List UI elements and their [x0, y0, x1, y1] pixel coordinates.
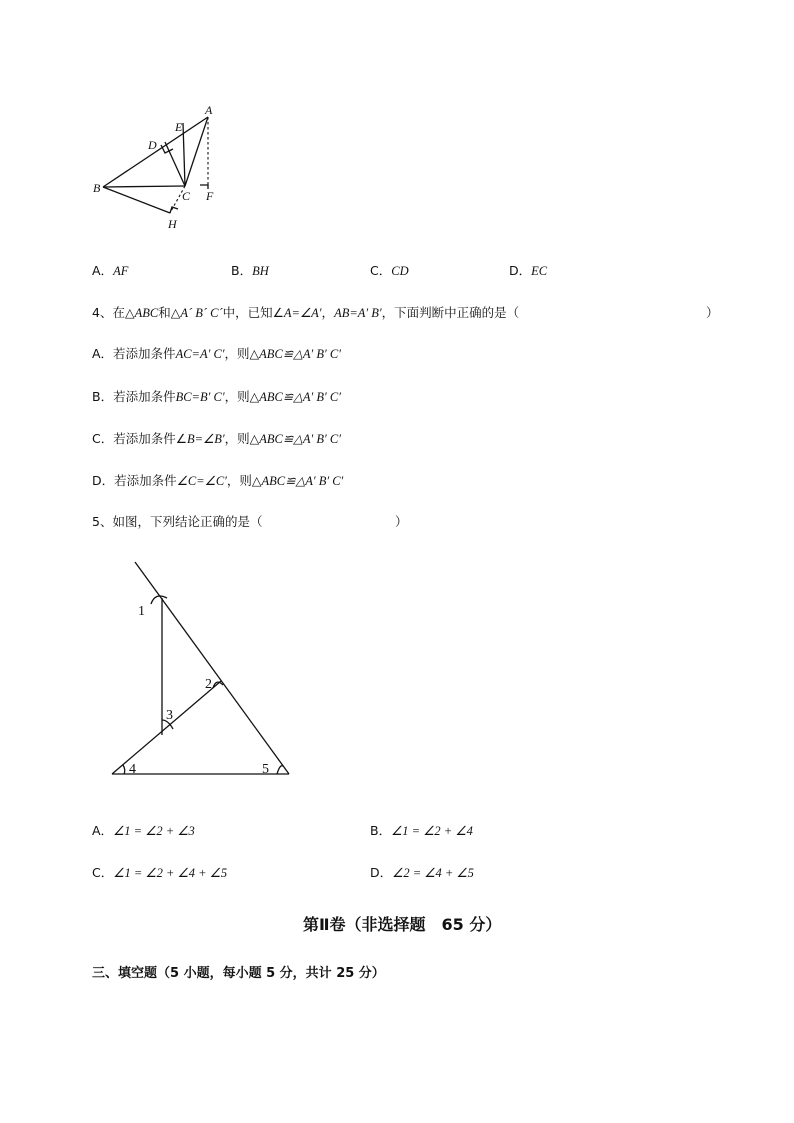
- q4-stem-close: ）: [706, 305, 719, 320]
- point-label-c: C: [182, 189, 191, 203]
- point-label-f: F: [206, 189, 214, 203]
- q4-option-a[interactable]: A．若添加条件AC=A′ C′，则△ABC≌△A′ B′ C′: [92, 346, 341, 361]
- section-subtitle: 三、填空题（5 小题，每小题 5 分，共计 25 分）: [92, 966, 385, 981]
- q5-stem: 5、如图，下列结论正确的是（: [92, 514, 263, 529]
- q4-stem: 4、在△ABC和△A´ B´ C´中，已知∠A=∠A′，AB=A′ B′，下面判断中正确的是（: [92, 305, 520, 320]
- point-label-e: E: [175, 120, 183, 134]
- q4-option-d[interactable]: D．若添加条件∠C=∠C′，则△ABC≌△A′ B′ C′: [92, 473, 344, 488]
- q5-stem-close: ）: [395, 514, 408, 529]
- point-label-b: B: [93, 181, 101, 195]
- q4-option-c[interactable]: C．若添加条件∠B=∠B′，则△ABC≌△A′ B′ C′: [92, 431, 341, 446]
- angle-label-2: 2: [205, 677, 212, 692]
- q5-option-c[interactable]: C．∠1 = ∠2 + ∠4 + ∠5: [92, 865, 228, 880]
- section-title: 第Ⅱ卷（非选择题 65 分）: [303, 915, 502, 934]
- q5-option-d[interactable]: D．∠2 = ∠4 + ∠5: [370, 865, 474, 880]
- point-label-d: D: [148, 138, 157, 152]
- q3-option-a[interactable]: A．AF: [92, 263, 129, 278]
- q3-option-c[interactable]: C．CD: [370, 263, 409, 278]
- angle-label-4: 4: [129, 762, 136, 777]
- q5-option-b[interactable]: B．∠1 = ∠2 + ∠4: [370, 823, 473, 838]
- angle-label-5: 5: [262, 762, 269, 777]
- q4-option-b[interactable]: B．若添加条件BC=B′ C′，则△ABC≌△A′ B′ C′: [92, 389, 341, 404]
- q5-option-a[interactable]: A．∠1 = ∠2 + ∠3: [92, 823, 195, 838]
- q3-option-b[interactable]: B．BH: [231, 263, 269, 278]
- point-label-h: H: [168, 217, 177, 231]
- point-label-a: A: [205, 103, 213, 117]
- angle-label-1: 1: [138, 604, 145, 619]
- angle-label-3: 3: [166, 708, 173, 723]
- q3-option-d[interactable]: D．EC: [509, 263, 548, 278]
